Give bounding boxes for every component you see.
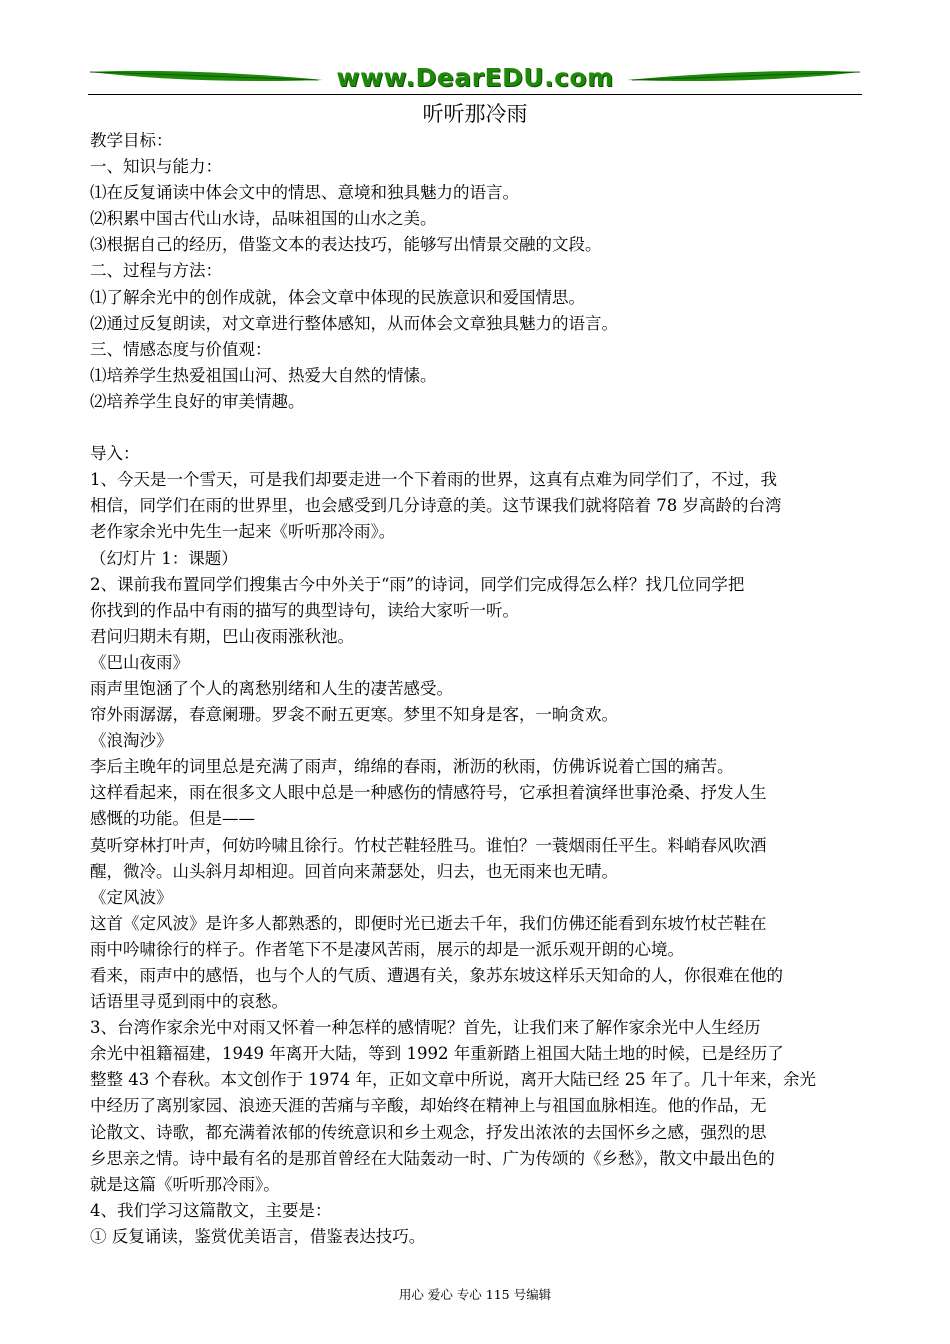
- text-line: 三、情感态度与价值观：: [90, 339, 272, 359]
- header-divider: [88, 94, 862, 95]
- text-line: （幻灯片 1：课题）: [90, 548, 238, 568]
- text-line: ⑴了解余光中的创作成就，体会文章中体现的民族意识和爱国情思。: [90, 287, 585, 307]
- text-line: 老作家余光中先生一起来《听听那冷雨》。: [90, 522, 396, 542]
- text-line: 1、今天是一个雪天，可是我们却要走进一个下着雨的世界，这真有点难为同学们了，不过，我: [90, 470, 777, 490]
- page-title: 听听那冷雨: [422, 102, 528, 126]
- site-logo: www.DearEDU.com: [336, 63, 614, 92]
- text-line: 导入：: [90, 444, 140, 464]
- document-body: [90, 128, 860, 1250]
- text-line: 你找到的作品中有雨的描写的典型诗句，读给大家听一听。: [90, 600, 519, 620]
- text-line: 二、过程与方法：: [90, 261, 222, 281]
- text-line: ⑶根据自己的经历，借鉴文本的表达技巧，能够写出情景交融的文段。: [90, 235, 602, 255]
- text-line: 一、知识与能力：: [90, 157, 222, 177]
- text-line: 《巴山夜雨》: [90, 652, 189, 672]
- text-line: ① 反复诵读，鉴赏优美语言，借鉴表达技巧。: [90, 1226, 426, 1246]
- text-line: 相信，同学们在雨的世界里，也会感受到几分诗意的美。这节课我们就将陪着 78 岁高龄的台湾: [90, 496, 782, 516]
- text-line: 李后主晚年的词里总是充满了雨声，绵绵的春雨，淅沥的秋雨，仿佛诉说着亡国的痛苦。: [90, 757, 734, 777]
- text-line: 中经历了离别家园、浪迹天涯的苦痛与辛酸，却始终在精神上与祖国血脉相连。他的作品，无: [90, 1096, 767, 1116]
- text-line: 雨中吟啸徐行的样子。作者笔下不是凄风苦雨，展示的却是一派乐观开朗的心境。: [90, 939, 684, 959]
- text-line: ⑵培养学生良好的审美情趣。: [90, 391, 305, 411]
- text-line: 《浪淘沙》: [90, 731, 173, 751]
- text-line: 看来，雨声中的感悟，也与个人的气质、遭遇有关，象苏东坡这样乐天知命的人，你很难在他的: [90, 966, 783, 985]
- text-line: 感慨的功能。但是——: [90, 809, 255, 829]
- text-line: 《定风波》: [90, 887, 173, 907]
- text-line: 君问归期未有期，巴山夜雨涨秋池。: [90, 626, 354, 646]
- text-line: 余光中祖籍福建，1949 年离开大陆，等到 1992 年重新踏上祖国大陆土地的时候，已是经历了: [90, 1044, 784, 1064]
- text-line: 醒，微冷。山头斜月却相迎。回首向来萧瑟处，归去，也无雨来也无晴。: [90, 861, 618, 881]
- text-line: 帘外雨潺潺，春意阑珊。罗衾不耐五更寒。梦里不知身是客，一晌贪欢。: [90, 705, 618, 725]
- text-line: 这样看起来，雨在很多文人眼中总是一种感伤的情感符号，它承担着演绎世事沧桑、抒发人生: [90, 783, 767, 803]
- text-line: 2、课前我布置同学们搜集古今中外关于“雨”的诗词，同学们完成得怎么样？找几位同学把: [90, 574, 745, 594]
- text-line: ⑴在反复诵读中体会文中的情思、意境和独具魅力的语言。: [90, 183, 519, 203]
- text-line: 4、我们学习这篇散文，主要是：: [90, 1200, 332, 1220]
- text-line: 3、台湾作家余光中对雨又怀着一种怎样的感情呢？首先，让我们来了解作家余光中人生经历: [90, 1018, 761, 1038]
- text-line: 论散文、诗歌，都充满着浓郁的传统意识和乡土观念，抒发出浓浓的去国怀乡之感，强烈的思: [90, 1122, 767, 1142]
- text-line: ⑵积累中国古代山水诗，品味祖国的山水之美。: [90, 209, 437, 229]
- page-footer: 用心 爱心 专心 115 号编辑: [398, 1287, 552, 1302]
- text-line: 雨声里饱涵了个人的离愁别绪和人生的凄苦感受。: [90, 678, 453, 698]
- text-line: ⑴培养学生热爱祖国山河、热爱大自然的情愫。: [90, 365, 437, 385]
- blank-line: [90, 415, 860, 441]
- text-line: 这首《定风波》是许多人都熟悉的，即便时光已逝去千年，我们仿佛还能看到东坡竹杖芒鞋在: [90, 913, 767, 933]
- text-line: 整整 43 个春秋。本文创作于 1974 年，正如文章中所说，离开大陆已经 25 年了。几十年来，余光: [90, 1070, 816, 1090]
- text-line: 莫听穿林打叶声，何妨吟啸且徐行。竹杖芒鞋轻胜马。谁怕？一蓑烟雨任平生。料峭春风吹酒: [90, 835, 767, 855]
- text-line: 就是这篇《听听那冷雨》。: [90, 1174, 280, 1194]
- header-banner: [88, 60, 862, 96]
- text-line: 乡思亲之情。诗中最有名的是那首曾经在大陆轰动一时、广为传颂的《乡愁》，散文中最出色的: [90, 1148, 775, 1168]
- text-line: 话语里寻觅到雨中的哀愁。: [90, 992, 288, 1012]
- text-line: ⑵通过反复朗读，对文章进行整体感知，从而体会文章独具魅力的语言。: [90, 313, 618, 333]
- text-line: 教学目标：: [90, 131, 173, 150]
